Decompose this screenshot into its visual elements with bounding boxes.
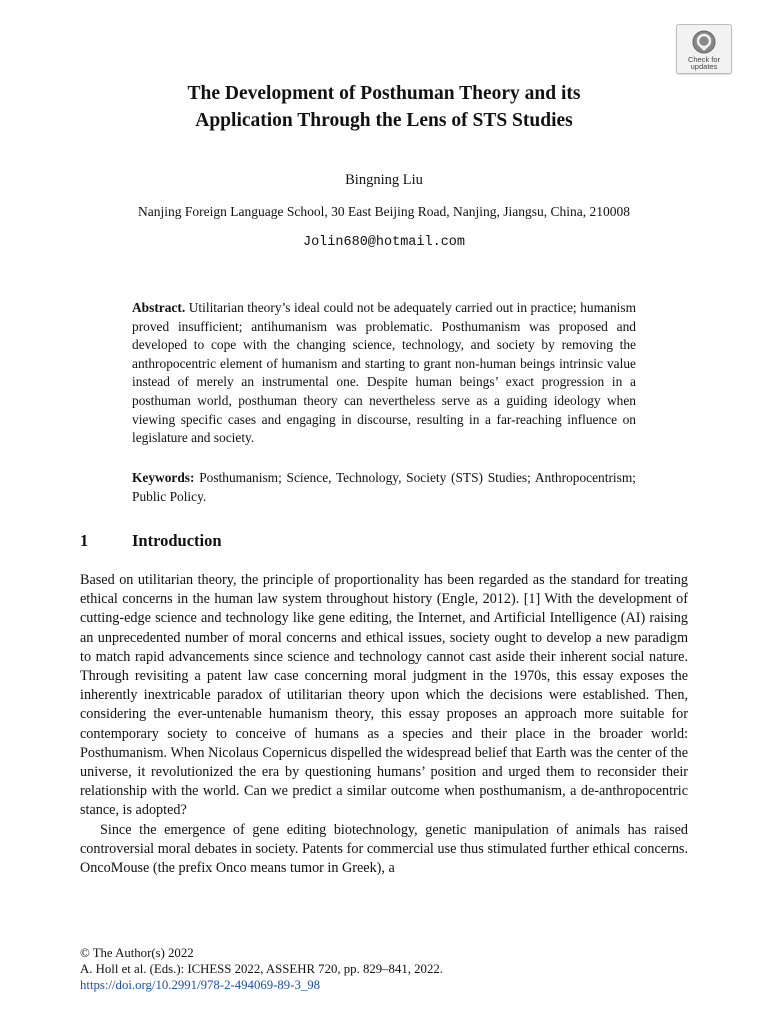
section-heading	[80, 531, 688, 551]
paragraph: Based on utilitarian theory, the principle of proportionality has been regarded as the standard for treating ethical concerns in the human law system throughout history (Engle, 2012). [1] With the development of cutting-edge science and technology like gene editing, the Internet, and Artificial Intelligence (AI) raising an unprecedented number of moral concerns and ethical issues, society ought to develop a new paradigm to match rapid advancements since science and technology cannot cast aside their inherent social nature. Through revisiting a patent law case concerning moral judgment in the 1970s, this essay exposes the inherently inextricable paradox of utilitarian theory upon which the decisions were established. Then, considering the ever-untenable humanism theory, this essay proposes an approach more suitable for contemporary society to conceive of humans as a species and their place in the broader world: Posthumanism. When Nicolaus Copernicus dispelled the widespread belief that Earth was the center of the universe, it revolutionized the era by questioning humans’ position and urged them to reconsider their relationship with the world. Can we predict a similar outcome when posthumanism, a de-anthropocentric stance, is adopted?	[80, 572, 688, 819]
abstract-label: Abstract.	[132, 300, 186, 315]
paper-title	[80, 80, 688, 134]
title-line-2: Application Through the Lens of STS Studies	[195, 110, 573, 131]
title-line-1: The Development of Posthuman Theory and its	[187, 83, 581, 104]
author-affiliation: Nanjing Foreign Language School, 30 East Beijing Road, Nanjing, Jiangsu, China, 210008	[138, 204, 630, 219]
author-name: Bingning Liu	[345, 172, 423, 188]
citation: A. Holl et al. (Eds.): ICHESS 2022, ASSEHR 720, pp. 829–841, 2022.	[80, 962, 443, 977]
section-number: 1	[80, 531, 89, 550]
check-for-updates-badge[interactable]	[676, 24, 732, 74]
abstract-text: Utilitarian theory’s ideal could not be adequately carried out in practice; humanism proved insufficient; antihumanism was problematic. Posthumanism was proposed and developed to cope with the changing science, technology, and society by removing the anthropocentric element of humanism and starting to grant non-human beings intrinsic value instead of merely an instrumental one. Despite human beings’ exact progression in a posthuman world, posthuman theory can nevertheless serve as a guiding ideology when viewing specific cases and engaging in discourse, resulting in a far-reaching influence on legislature and society.	[132, 300, 636, 446]
author-email[interactable]: Jolin680@hotmail.com	[302, 235, 466, 250]
body-text	[80, 571, 688, 878]
keywords-text: Posthumanism; Science, Technology, Society (STS) Studies; Anthropocentrism; Public Policy.	[132, 470, 636, 504]
keywords-label: Keywords:	[132, 470, 195, 485]
badge-label-line2: updates	[690, 62, 718, 71]
badge-label	[688, 56, 720, 70]
crossmark-icon	[691, 29, 717, 55]
abstract	[132, 299, 636, 448]
paragraph: Since the emergence of gene editing biotechnology, genetic manipulation of animals has raised controversial moral debates in society. Patents for commercial use thus stimulated further ethical concerns. OncoMouse (the prefix Onco means tumor in Greek), a	[80, 821, 688, 877]
badge-label-line1: Check for	[687, 55, 721, 64]
section-title: Introduction	[132, 531, 222, 550]
doi-link[interactable]: https://doi.org/10.2991/978-2-494069-89-3_98	[80, 978, 321, 993]
keywords	[132, 469, 636, 506]
copyright-notice: © The Author(s) 2022	[80, 946, 194, 960]
footer	[80, 945, 688, 994]
